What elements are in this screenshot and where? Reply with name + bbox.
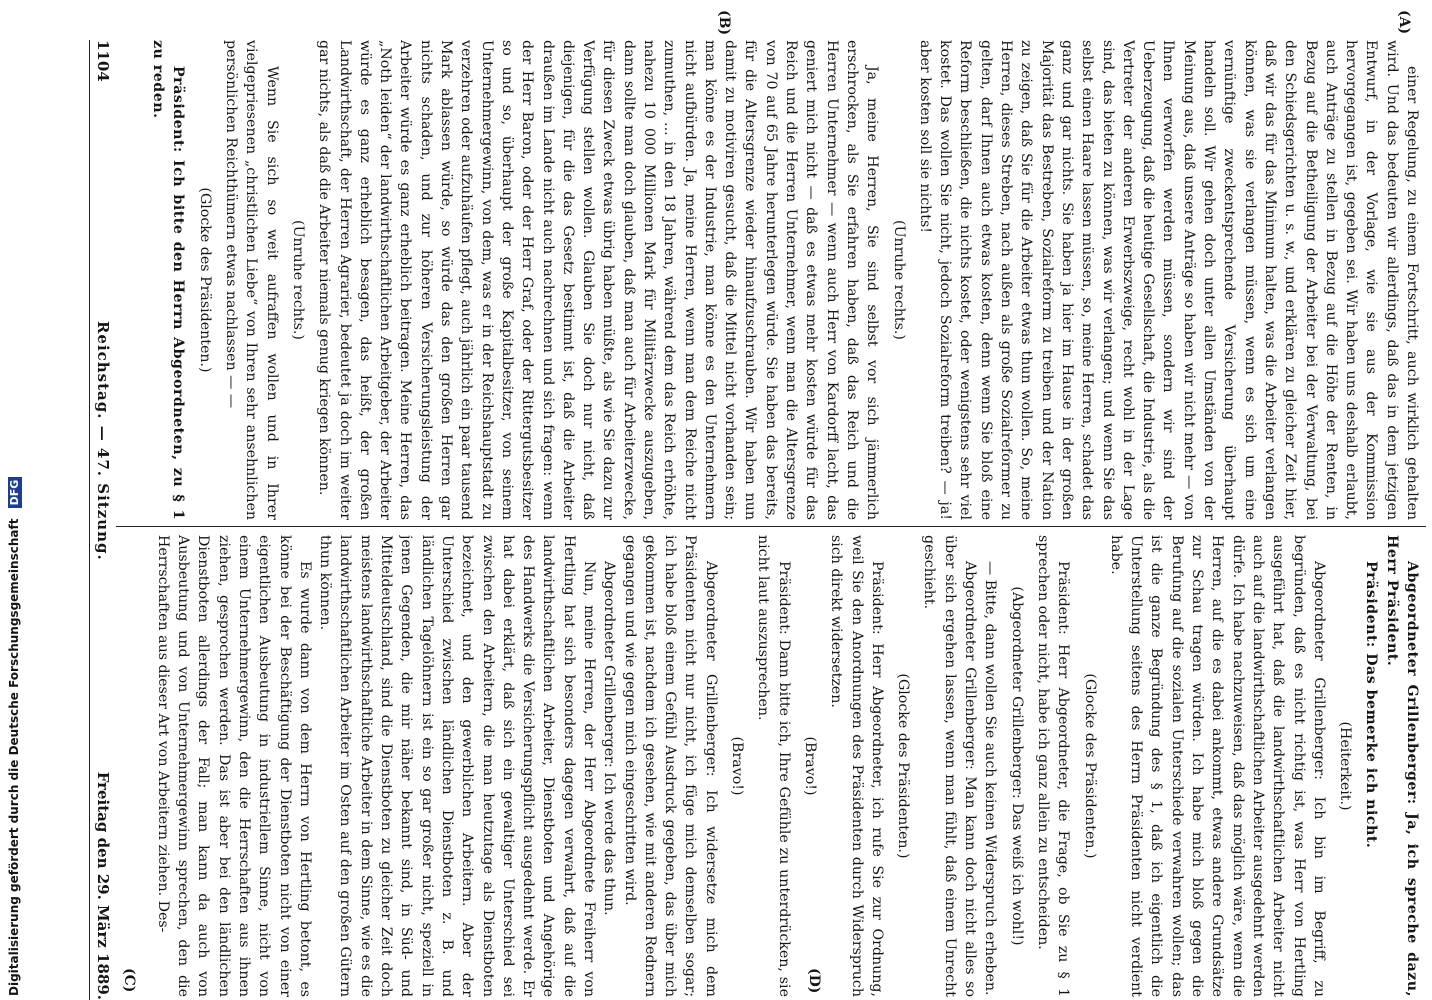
interjection: (Heiterkeit.) [1337,721,1354,811]
dfg-logo-icon: DFG [8,477,22,509]
interjection: (Glocke des Präsidenten.) [196,187,213,373]
margin-mark-c: (C) [121,968,137,993]
interjection: (Glocke des Präsidenten.) [895,673,912,859]
page-title: Reichstag. — 47. Sitzung. [94,320,112,561]
interjection: (Unruhe rechts.) [289,220,306,340]
paragraph: Abgeordneter Grillenberger: Ich widersetze mich dem Präsidenten nicht nur nicht, ich füge mich demselben sogar; ich habe bloß einem Gefühl Ausdruck gegeben, das über mich gekommen ist, nachdem ich gesehen, wie mit anderen Rednern gegangen und wie gegen mich eingeschritten wird. [621,535,719,997]
footer-strip [4,0,24,1000]
paragraph: Ja, meine Herren, Sie sind selbst vor sich jämmerlich erschrocken, als Sie erfahren haben, daß das Reich und die Herren Unternehmer — wenn auch Herr von Kardorff lacht, das geniert mich nicht — daß es etwas mehr kosten würde für das Reich und die Herren Unternehmer, wenn man die Altersgrenze von 70 auf 65 Jahre herunterlegen würde. Sie haben das bereits, für die Altersgrenze wieder hinaufzuschrauben. Wir haben nun damit zu motiviren gesucht, daß die Mittel nicht vorhanden sein; man könne es der Industrie, man könne es den Unternehmern nicht aufbürden. Ja, meine Herren, wenn man dem Reiche nicht zumuthen, ... in den 18 Jahren, während dem das Reich erhöhte, nahezu 10 000 Millionen Mark für Militärzwecke auszugeben, dann sollte man doch glauben, daß man auch für Arbeiterzwecke, für diesen Zweck etwas übrig haben müßte, als wie Sie dazu zur Verfügung stellen wollen. Glauben Sie doch nur nicht, daß diejenigen, für die das Gesetz bestimmt ist, daß die Arbeiter draußen im Lande nicht auch nachrechnen und sich fragen: wenn der Herr Baron, oder der Herr Graf, oder der Rittergutsbesitzer so und so, überhaupt der große Kapitalbesitzer, von seinem Unternehmergewinn, von dem, was er in der Reichshauptstadt zu verzehren oder aufzuhäufen pflegt, auch jährlich ein paar tausend Mark ablassen würde, so würde das den großen Herren gar nichts schaden, und zur höheren Versicherungsleistung der Arbeiter würde es ganz erheblich beitragen. Meine Herren, das „Noth leiden“ der landwirthschaftlichen Arbeitgeber, der Arbeiter würde es ganz erheblich besagen, das heißt, der großen Landwirthschaft, der Herren Agrarier, bedeutet ja doch im weiter gar nichts, als daß die Arbeiter niemals genug kriegen können. [316,40,881,520]
margin-mark-a: (A) [1396,10,1412,35]
session-date: Freitag den 29. März 1889. [94,771,112,1000]
interjection: (Glocke des Präsidenten.) [1081,673,1098,859]
speaker-statement: Abgeordneter Grillenberger: Ja, ich spreche dazu, Herr Präsident. [1383,535,1420,997]
page-header [89,40,116,1000]
interjection: (Bravo!) [729,736,746,796]
paragraph: Wenn Sie sich so weit aufraffen wollen und in Ihrer vielgepriesenen „christlichen Liebe“ von Ihren sehr ansehnlichen persönlichen Reichthümern etwas nachlassen — — [223,40,280,520]
margin-mark-b: (B) [716,10,732,36]
page-number: 1104 [94,40,112,82]
digitization-credit [4,0,24,996]
paragraph: Präsident: Dann bitte ich, Ihre Gefühle zu unterdrücken, sie nicht laut auszusprechen. [755,535,792,997]
paragraph: Es wurde dann von dem Herrn von Hertling betont, es könne bei der Beschäftigung der Dienstboten nicht von einer eigentlichen Ausbeutung in industriellem Sinne, nicht von einem Unternehmergewinn, den die Herrschaften aus ihnen ziehen, gesprochen werden. Das ist aber bei den ländlichen Dienstboten allerdings der Fall; man kann da auch von Ausbeutung und von Unternehmergewinn sprechen, den die Herrschaften aus dieser Art von Arbeitern ziehen. Des- [154,535,313,997]
margin-mark-d: (D) [806,968,822,994]
paragraph: Nun, meine Herren, der Herr Abgeordnete Freiherr von Hertling hat sich besonders dagegen verwahrt, daß auf die landwirthschaftlichen Arbeiter, Dienstboten und Angehörige des Handwerks die Versicherungspflicht ausgedehnt werde. Er hat dabei erklärt, daß sich ein gewaltiger Unterschied sei zwischen den Arbeitern, die man heutzutage als Dienstboten bezeichnet, und den gewerblichen Arbeitern. Aber der Unterschied zwischen ländlichen Dienstboten z. B. und ländlichen Tagelöhnern ist ein so gar großer nicht, speziell in jenen Gegenden, die mir näher bekannt sind, in Süd- und Mitteldeutschland, sind die Dienstboten zu gleicher Zeit doch meistens landwirthschaftliche Arbeiter in dem Sinne, wie es die landwirthschaftlichen Arbeiter im Osten auf den großen Gütern thun können. [317,535,598,997]
president-statement: Präsident: Ich bitte den Herrn Abgeordneten, zu § 1 zu reden. [150,40,187,520]
credit-text: Digitalisierung gefördert durch die Deutsche Forschungsgemeinschaft [7,518,21,996]
paragraph: — Bitte, dann wollen Sie auch keinen Widerspruch erheben. [982,561,999,996]
president-statement: Präsident: Das bemerke ich nicht. [1363,561,1380,849]
paragraph: Präsident: Herr Abgeordneter, ich rufe Sie zur Ordnung, weil Sie den Anordnungen des Präsidenten durch Widerspruch sich direkt widersetzen. [828,535,885,997]
column-divider [116,526,1426,527]
interjection: (Abgeordneter Grillenberger: Das weiß ich wohl!) [1008,586,1025,946]
interjection: (Bravo!) [801,736,818,796]
paragraph: Präsident: Herr Abgeordneter, die Frage, ob Sie zu § 1 sprechen oder nicht, habe ich ganz allein zu entscheiden. [1034,535,1072,997]
paragraph: Abgeordneter Grillenberger: Ich bin im Begriff, zu begründen, daß es nicht richtig ist, was Herr von Hertling ausgeführt hat, daß die landwirthschaftlichen Arbeiter nicht auch auf die landwirthschaftlichen Arbeiter ausgedehnt werden dürfe. Ich habe nachzuweisen, daß das möglich wäre, wenn die Herren, auf die es dabei ankommt, etwas andere Grundsätze zur Schau tragen würden. Ich habe mich bloß gegen die Berufung auf die sozialen Unterschiede verwahren wollen; das ist die ganze Begründung des § 1, daß ich eigentlich die Unterstellung seitens des Herrn Präsidenten nicht verdient habe. [1107,535,1327,997]
interjection: (Unruhe rechts.) [890,220,907,340]
right-column [127,535,1422,997]
paragraph: Abgeordneter Grillenberger: Man kann doch nicht alles so über sich ergehen lassen, wenn man fühlt, daß einem Unrecht geschieht. [921,535,979,997]
paragraph: einer Regelung, zu einem Fortschritt, auch wirklich gehalten wird. Und das bedeuten wir allerdings, daß das in dem jetzigen Entwurf, in der Vorlage, wie sie aus der Kommission hervorgegangen ist, gegeben sei. Wir haben uns deshalb erlaubt, auch Anträge zu stellen in Bezug auf die Höhe der Renten, in Bezug auf die Betheiligung der Arbeiter bei der Verwaltung, bei den Schiedsgerichten u. s. w., und erklären zu gleicher Zeit hier, daß wir das für das Minimum halten, was die Arbeiter verlangen können, was sie verlangen müssen, wenn es sich um eine vernünftige zweckentsprechende Versicherung überhaupt handeln soll. Wir gehen doch unter allen Umständen von der Meinung aus, daß unsere Anträge so haben wir nicht mehr — von Ihnen verworfen werden müssen, sondern wir sind der Ueberzeugung, daß die heutige Gesellschaft, die Industrie, als die Vertreter der anderen Erwerbszweige, recht wohl in der Lage sind, das bieten zu können, was wir verlangen; und wenn Sie das selbst einen Haare lassen müssen, so, meine Herren, schadet das ganz und gar nichts. Sie haben ja hier im Hause in der großen Majorität das Bestreben, Sozialreform zu treiben und der Nation zu zeigen, daß Sie für die Arbeiter etwas thun wollen. So, meine Herren, dieses Streben, nach außen als große Sozialreformer zu gelten, darf Ihnen auch etwas kosten, denn wenn Sie bloß eine Reform beschließen, die nichts kostet, oder wenigstens sehr viel kostet. Das wollen Sie nicht, jedoch Sozialreform treiben? — ja! aber kosten soll sie nichts! [916,40,1420,520]
paragraph: Abgeordneter Grillenberger: Ich werde das thun. [601,561,618,916]
left-column [127,40,1422,520]
